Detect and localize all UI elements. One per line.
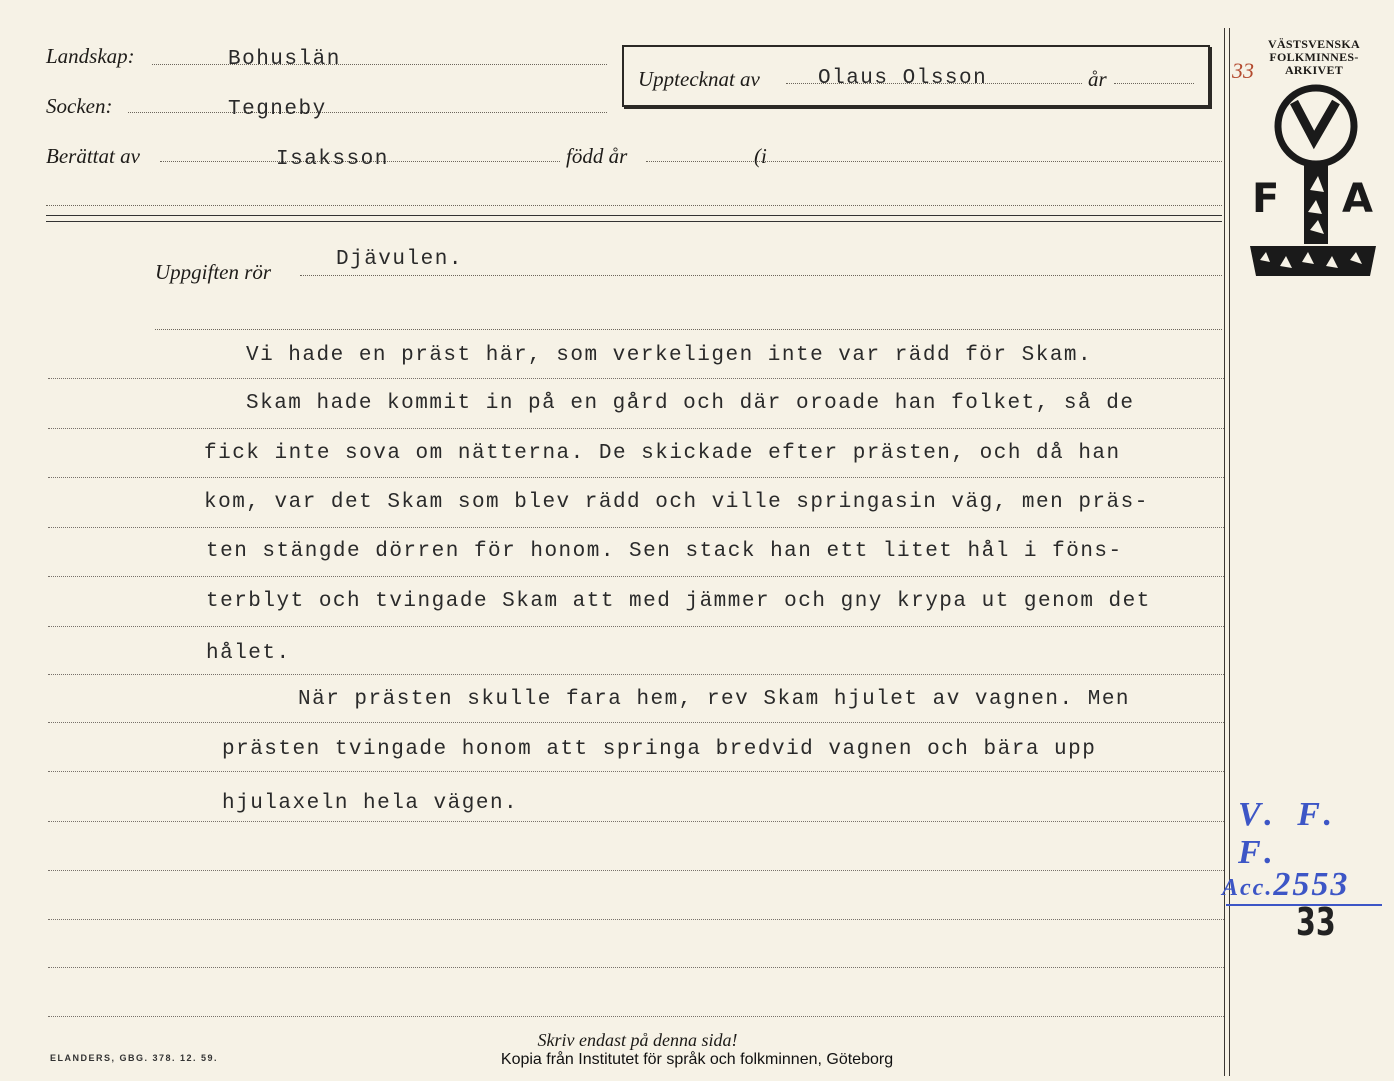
ruled-line <box>48 626 1224 627</box>
ruled-line <box>48 919 1224 920</box>
body-text-line: ten stängde dörren för honom. Sen stack han ett litet hål i föns- <box>206 540 1123 563</box>
uppgiften-second-line <box>155 329 1222 330</box>
body-text-line: hjulaxeln hela vägen. <box>222 792 519 815</box>
ruled-line <box>48 378 1224 379</box>
body-text-line: fick inte sova om nätterna. De skickade efter prästen, och då han <box>204 442 1121 465</box>
archive-name-line: FOLKMINNES- <box>1269 50 1359 64</box>
recorder-label: Upptecknat av <box>638 67 760 91</box>
copy-notice: Kopia från Institutet för språk och folkminnen, Göteborg <box>500 1051 894 1068</box>
ruled-line <box>48 821 1224 822</box>
fodd-dotted-line <box>646 161 1222 162</box>
socken-label: Socken: <box>46 94 113 118</box>
header-separator-bottom <box>46 221 1222 222</box>
stamp-acc-line <box>1222 866 1390 904</box>
sidebar-rule <box>1224 28 1225 1076</box>
archive-logo <box>1246 80 1376 280</box>
handwritten-page-number: 33 <box>1232 58 1254 83</box>
berattat-label: Berättat av <box>46 144 140 168</box>
fodd-paren: (i <box>754 144 767 168</box>
ruled-line <box>48 674 1224 675</box>
body-text-line: kom, var det Skam som blev rädd och ville springasin väg, men präs- <box>204 491 1149 514</box>
ruled-line <box>48 722 1224 723</box>
landskap-value: Bohuslän <box>228 48 341 71</box>
ruled-line <box>48 576 1224 577</box>
archive-name-line: ARKIVET <box>1284 63 1344 77</box>
body-text-line: prästen tvingade honom att springa bredvid vagnen och bära upp <box>222 738 1097 761</box>
stamp-acc-prefix: Acc. <box>1222 875 1274 901</box>
body-text-line: När prästen skulle fara hem, rev Skam hjulet av vagnen. Men <box>298 688 1131 711</box>
ruled-line <box>48 771 1224 772</box>
ruled-line <box>48 428 1224 429</box>
body-text-line: hålet. <box>206 642 291 665</box>
recorder-box <box>622 45 1210 107</box>
footer-instruction: Skriv endast på denna sida! <box>537 1030 738 1050</box>
header-separator-top <box>46 215 1222 216</box>
page-number: 33 <box>1296 900 1336 944</box>
logo-letter-a: A <box>1342 176 1373 222</box>
ruled-line <box>48 870 1224 871</box>
ruled-line <box>48 1016 1224 1017</box>
ruled-line <box>48 527 1224 528</box>
fodd-label: född år <box>566 144 628 168</box>
socken-value: Tegneby <box>228 98 327 121</box>
recorder-year-dotted-line <box>1114 83 1194 84</box>
socken-dotted-line <box>128 112 607 113</box>
acquisition-stamp <box>1222 796 1390 906</box>
uppgiften-value: Djävulen. <box>336 248 463 271</box>
uppgiften-dotted-line <box>300 275 1222 276</box>
sidebar-rule-inner <box>1229 28 1230 1076</box>
landskap-dotted-line <box>152 64 607 65</box>
header-extra-dotted-line <box>46 205 1222 206</box>
stamp-top-text: V. F. F. <box>1238 796 1341 871</box>
archive-name <box>1244 38 1384 77</box>
ruled-line <box>48 967 1224 968</box>
printer-mark: ELANDERS, GBG. 378. 12. 59. <box>50 1053 219 1063</box>
landskap-label: Landskap: <box>46 44 135 68</box>
uppgiften-label: Uppgiften rör <box>155 260 272 284</box>
berattat-value: Isaksson <box>276 148 389 171</box>
body-text-line: Vi hade en präst här, som verkeligen inte var rädd för Skam. <box>246 344 1093 367</box>
ruled-line <box>48 477 1224 478</box>
recorder-value: Olaus Olsson <box>818 67 988 90</box>
body-text-line: terblyt och tvingade Skam att med jämmer och gny krypa ut genom det <box>206 590 1151 613</box>
body-text-line: Skam hade kommit in på en gård och där oroade han folket, så de <box>246 392 1135 415</box>
stamp-acc-number: 2553 <box>1273 866 1350 903</box>
archive-name-line: VÄSTSVENSKA <box>1268 37 1360 51</box>
logo-letter-f: F <box>1252 176 1280 222</box>
recorder-year-label: år <box>1088 67 1107 91</box>
